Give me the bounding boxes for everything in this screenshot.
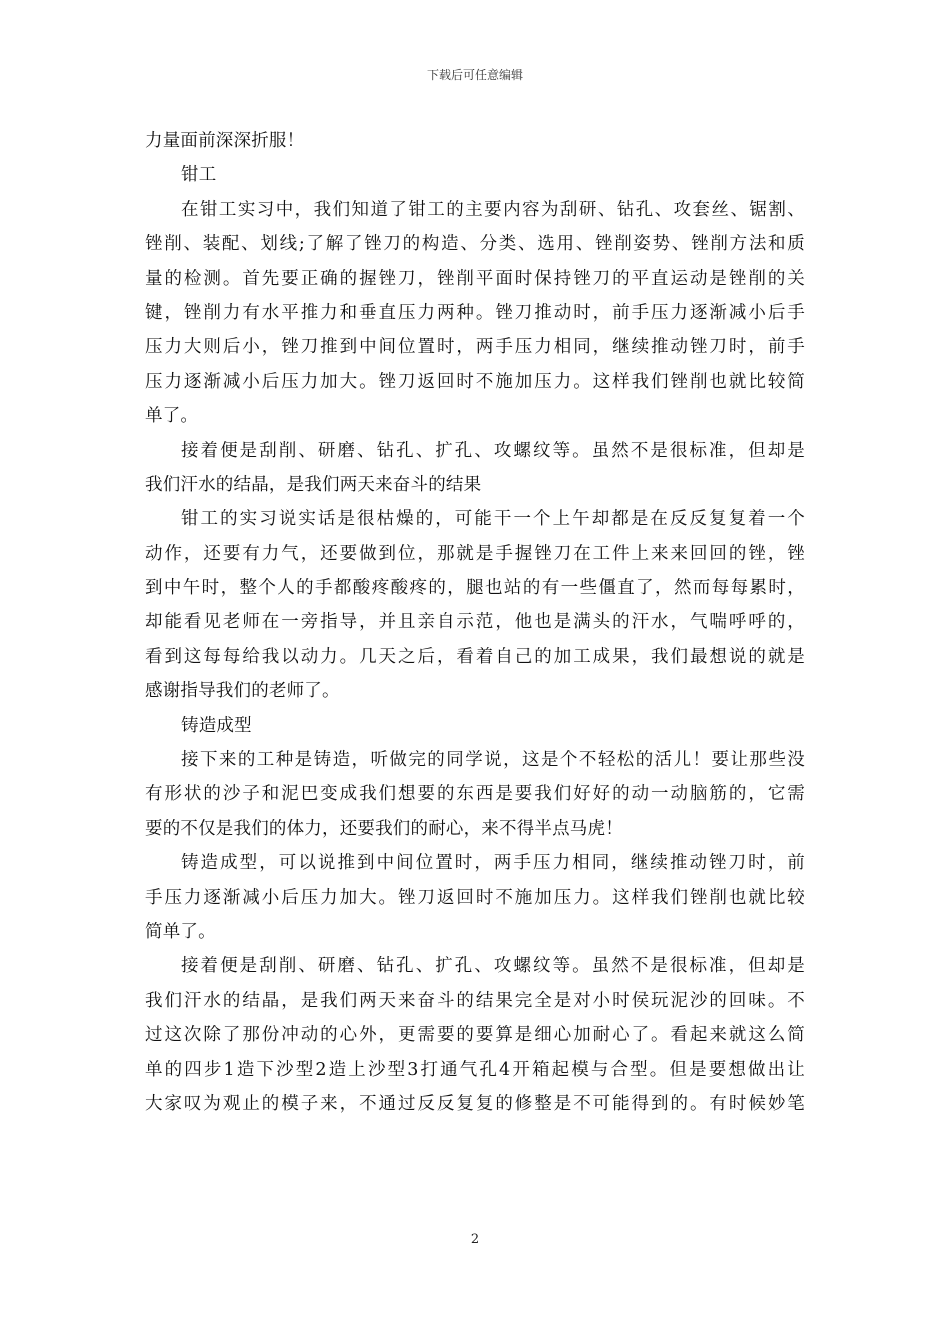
text-line: 到中午时，整个人的手都酸疼酸疼的，腿也站的有一些僵直了，然而每每累时， xyxy=(145,578,805,599)
text-line: 压力大则后小，锉刀推到中间位置时，两手压力相同，继续推动锉刀时，前手 xyxy=(145,337,805,358)
page-header: 下载后可任意编辑 xyxy=(426,68,523,82)
text-line: 量的检测。首先要正确的握锉刀，锉削平面时保持锉刀的平直运动是锉削的关 xyxy=(145,268,805,289)
text-line: 力量面前深深折服！ xyxy=(145,131,305,151)
text-line: 过这次除了那份冲动的心外，更需要的要算是细心加耐心了。看起来就这么简 xyxy=(145,1025,805,1046)
text-line: 钳工的实习说实话是很枯燥的，可能干一个上午却都是在反反复复着一个 xyxy=(181,509,805,530)
page-number: 2 xyxy=(470,1232,480,1247)
text-line: 铸造成型 xyxy=(181,715,252,736)
text-line: 要的不仅是我们的体力，还要我们的耐心，来不得半点马虎！ xyxy=(145,818,623,839)
text-line: 接下来的工种是铸造，听做完的同学说，这是个不轻松的活儿！要让那些没 xyxy=(181,750,805,771)
text-line: 铸造成型，可以说推到中间位置时，两手压力相同，继续推动锉刀时，前 xyxy=(181,853,805,874)
text-line: 有形状的沙子和泥巴变成我们想要的东西是要我们好好的动一动脑筋的，它需 xyxy=(145,784,805,805)
text-line: 锉削、装配、划线;了解了锉刀的构造、分类、选用、锉削姿势、锉削方法和质 xyxy=(145,234,805,255)
text-line: 简单了。 xyxy=(145,921,216,942)
text-line: 我们汗水的结晶，是我们两天来奋斗的结果 xyxy=(145,474,482,495)
text-line: 大家叹为观止的模子来，不通过反反复复的修整是不可能得到的。有时候妙笔 xyxy=(145,1093,805,1114)
text-line: 在钳工实习中，我们知道了钳工的主要内容为刮研、钻孔、攻套丝、锯割、 xyxy=(181,199,805,220)
text-line: 单的四步1造下沙型2造上沙型3打通气孔4开箱起模与合型。但是要想做出让 xyxy=(145,1059,805,1080)
text-line: 感谢指导我们的老师了。 xyxy=(145,681,340,702)
text-line: 压力逐渐减小后压力加大。锉刀返回时不施加压力。这样我们锉削也就比较简 xyxy=(145,371,805,392)
text-line: 接着便是刮削、研磨、钻孔、扩孔、攻螺纹等。虽然不是很标准，但却是 xyxy=(181,956,805,977)
text-line: 看到这每每给我以动力。几天之后，看着自己的加工成果，我们最想说的就是 xyxy=(145,646,805,667)
text-line: 钳工 xyxy=(181,165,217,186)
text-line: 我们汗水的结晶，是我们两天来奋斗的结果完全是对小时侯玩泥沙的回味。不 xyxy=(145,990,805,1011)
text-line: 手压力逐渐减小后压力加大。锉刀返回时不施加压力。这样我们锉削也就比较 xyxy=(145,887,805,908)
text-line: 接着便是刮削、研磨、钻孔、扩孔、攻螺纹等。虽然不是很标准，但却是 xyxy=(181,440,805,461)
text-line: 动作，还要有力气，还要做到位，那就是手握锉刀在工件上来来回回的锉，锉 xyxy=(145,543,805,564)
text-line: 键，锉削力有水平推力和垂直压力两种。锉刀推动时，前手压力逐渐减小后手 xyxy=(145,302,805,323)
text-line: 却能看见老师在一旁指导，并且亲自示范，他也是满头的汗水，气喘呼呼的， xyxy=(145,612,805,633)
document-body xyxy=(145,124,805,1121)
text-line: 单了。 xyxy=(145,406,199,427)
